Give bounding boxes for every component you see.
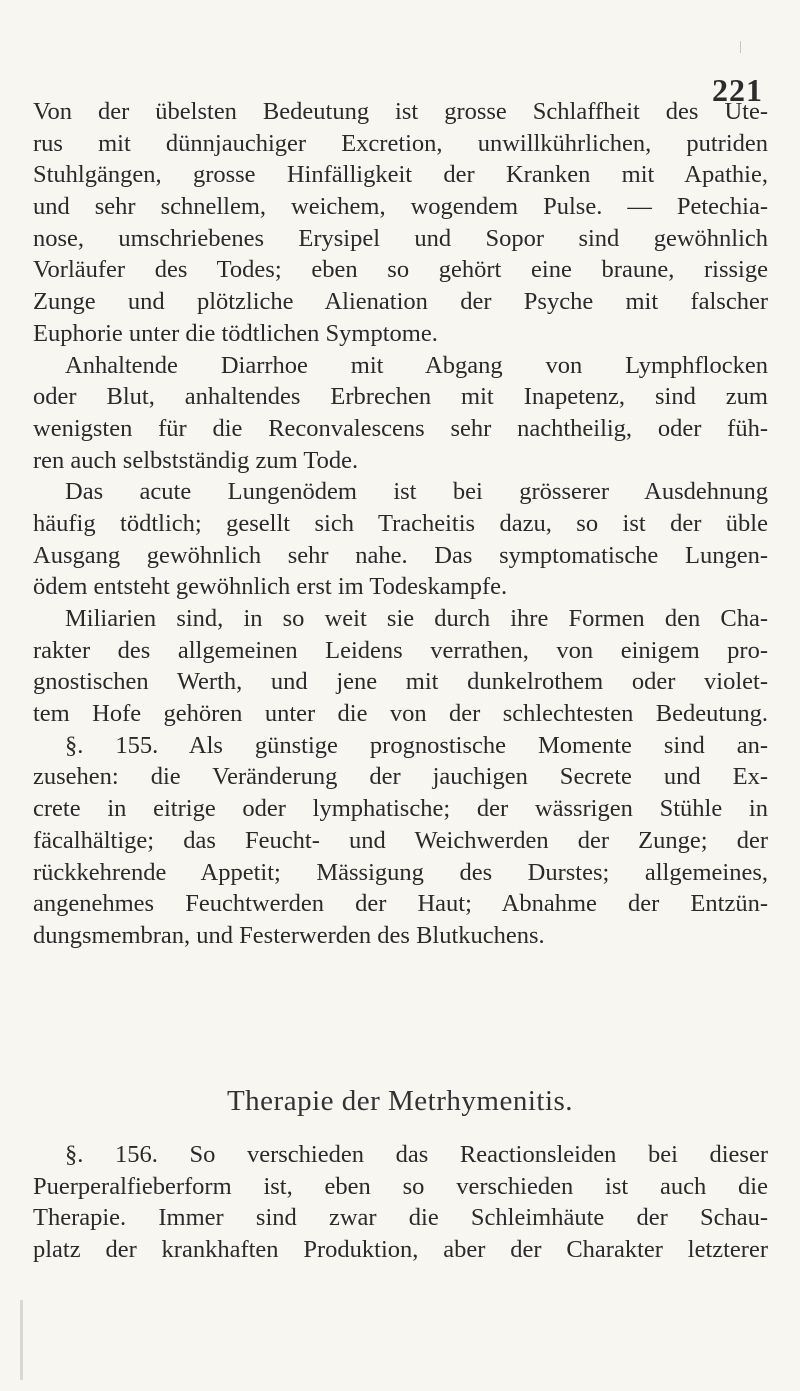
text-line: crete in eitrige oder lymphatische; der wässrigen Stühle in <box>33 795 768 823</box>
page-number: 221 <box>712 72 763 108</box>
page-mark <box>740 41 741 53</box>
text-line: Ausgang gewöhnlich sehr nahe. Das symptomatische Lungen- <box>33 541 768 569</box>
text-line: oder Blut, anhaltendes Erbrechen mit Inapetenz, sind zum <box>33 383 768 411</box>
text-line: rakter des allgemeinen Leidens verrathen, von einigem pro- <box>33 636 768 664</box>
text-line: nose, umschriebenes Erysipel und Sopor sind gewöhnlich <box>33 224 768 252</box>
text-line: tem Hofe gehören unter die von der schlechtesten Bedeutung. <box>33 700 768 728</box>
text-line: Therapie. Immer sind zwar die Schleimhäute der Schau- <box>33 1204 768 1232</box>
text-line: zusehen: die Veränderung der jauchigen Secrete und Ex- <box>33 763 768 791</box>
text-line: häufig tödtlich; gesellt sich Tracheitis dazu, so ist der üble <box>33 509 768 537</box>
text-line: rückkehrende Appetit; Mässigung des Durstes; allgemeines, <box>33 858 768 886</box>
text-line: gnostischen Werth, und jene mit dunkelrothem oder violet- <box>33 668 768 696</box>
text-line: Das acute Lungenödem ist bei grösserer Ausdehnung <box>65 478 768 506</box>
body-text <box>33 96 768 952</box>
text-line: ren auch selbstständig zum Tode. <box>33 446 359 474</box>
text-line: Von der übelsten Bedeutung ist grosse Schlaffheit des Ute- <box>33 98 768 125</box>
text-line: rus mit dünnjauchiger Excretion, unwillkührlichen, putriden <box>33 129 768 157</box>
text-line: §. 156. So verschieden das Reactionsleiden bei dieser <box>65 1141 768 1168</box>
section-body-text <box>33 1139 768 1266</box>
text-line: §. 155. Als günstige prognostische Momente sind an- <box>65 731 768 759</box>
text-line: Puerperalfieberform ist, eben so verschieden ist auch die <box>33 1172 768 1200</box>
text-line: Vorläufer des Todes; eben so gehört eine braune, rissige <box>33 256 768 284</box>
text-line: dungsmembran, und Festerwerden des Blutkuchens. <box>33 921 545 949</box>
text-line: Anhaltende Diarrhoe mit Abgang von Lymphflocken <box>65 351 768 379</box>
text-line: fäcalhältige; das Feucht- und Weichwerden der Zunge; der <box>33 826 768 854</box>
text-line: und sehr schnellem, weichem, wogendem Pulse. — Petechia- <box>33 193 768 221</box>
text-line: ödem entsteht gewöhnlich erst im Todeskampfe. <box>33 573 508 601</box>
text-line: Miliarien sind, in so weit sie durch ihre Formen den Cha- <box>65 605 768 632</box>
text-line: wenigsten für die Reconvalescens sehr nachtheilig, oder füh- <box>33 414 768 442</box>
text-line: angenehmes Feuchtwerden der Haut; Abnahme der Entzün- <box>33 890 768 918</box>
text-line: Zunge und plötzliche Alienation der Psyche mit falscher <box>33 288 768 316</box>
text-line: platz der krankhaften Produktion, aber der Charakter letzterer <box>33 1236 768 1264</box>
text-line: Euphorie unter die tödtlichen Symptome. <box>33 319 438 347</box>
page-edge-mark <box>20 1300 23 1380</box>
text-line: Stuhlgängen, grosse Hinfälligkeit der Kranken mit Apathie, <box>33 161 768 189</box>
section-heading: Therapie der Metrhymenitis. <box>226 1085 574 1117</box>
